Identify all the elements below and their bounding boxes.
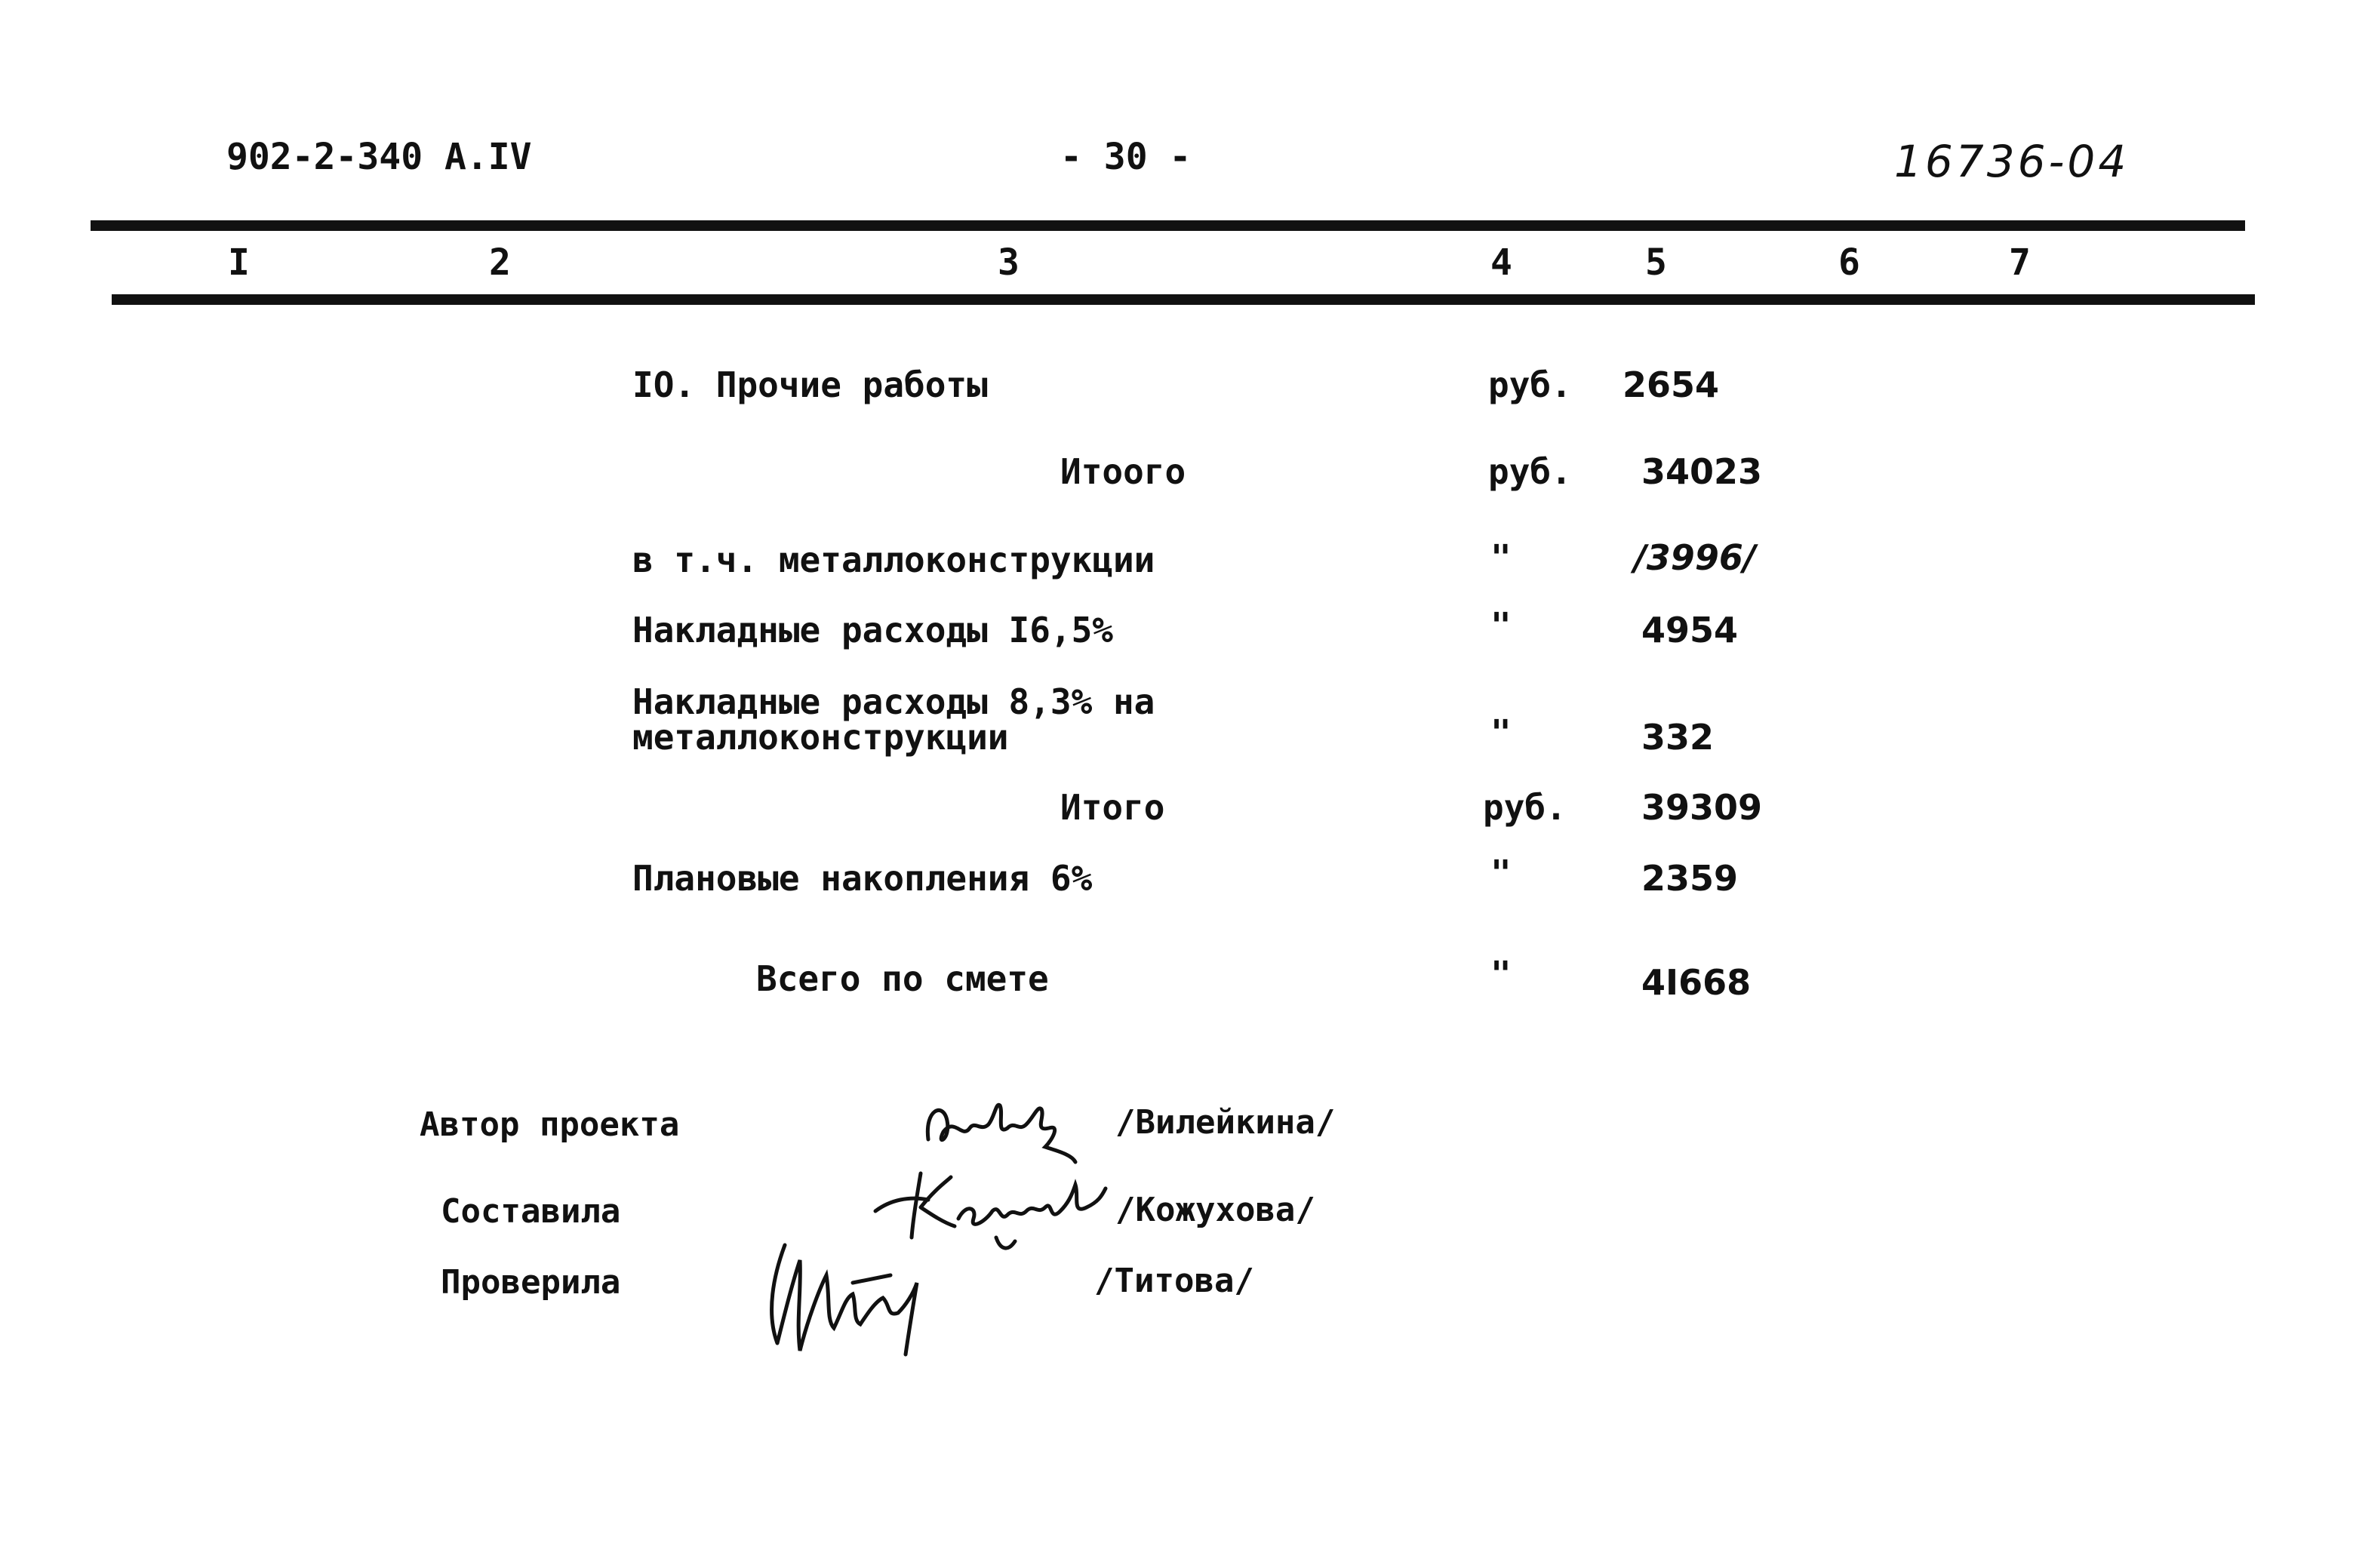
row-unit: " bbox=[1490, 605, 1512, 646]
row-label: в т.ч. металлоконструкции bbox=[632, 540, 1155, 580]
column-number-3: 3 bbox=[998, 241, 1020, 284]
handwritten-signature-checker bbox=[755, 1230, 951, 1358]
row-unit: " bbox=[1490, 712, 1512, 753]
page-number: - 30 - bbox=[1060, 136, 1192, 178]
row-unit: руб. bbox=[1483, 787, 1567, 828]
column-number-4: 4 bbox=[1490, 241, 1512, 284]
signature-name-author: /Вилейкина/ bbox=[1115, 1103, 1336, 1142]
row-value: 34023 bbox=[1641, 451, 1763, 492]
archive-number: 16736-04 bbox=[1894, 136, 2130, 187]
row-label: Накладные расходы 8,3% на bbox=[632, 681, 1155, 722]
row-label: IO. Прочие работы bbox=[632, 364, 988, 405]
row-value: 2654 bbox=[1622, 364, 1720, 405]
row-value: 39309 bbox=[1641, 787, 1763, 828]
row-value: 4I668 bbox=[1641, 962, 1752, 1003]
column-number-7: 7 bbox=[2009, 241, 2031, 284]
column-number-5: 5 bbox=[1645, 241, 1667, 284]
signature-name-checker: /Титова/ bbox=[1094, 1262, 1254, 1300]
header-rule-bottom bbox=[112, 294, 2255, 305]
row-label-continued: металлоконструкции bbox=[632, 717, 1009, 758]
row-unit: " bbox=[1490, 853, 1512, 893]
row-label: Итоого bbox=[1060, 451, 1186, 492]
column-number-2: 2 bbox=[489, 241, 511, 284]
column-number-1: I bbox=[228, 241, 250, 284]
row-label: Итого bbox=[1060, 787, 1165, 828]
header-rule-top bbox=[91, 220, 2245, 231]
row-value: 332 bbox=[1641, 717, 1715, 758]
document-code: 902-2-340 А.IV bbox=[226, 136, 532, 178]
signature-role-compiler: Составила bbox=[441, 1192, 621, 1231]
row-value: 2359 bbox=[1641, 858, 1739, 899]
row-value: 4954 bbox=[1641, 610, 1739, 650]
row-unit: " bbox=[1490, 954, 1512, 995]
row-unit: руб. bbox=[1488, 364, 1572, 405]
row-label: Накладные расходы I6,5% bbox=[632, 610, 1113, 650]
row-value: /3996/ bbox=[1634, 537, 1756, 578]
signature-name-compiler: /Кожухова/ bbox=[1115, 1191, 1315, 1229]
row-unit: руб. bbox=[1488, 451, 1572, 492]
signature-role-checker: Проверила bbox=[441, 1263, 621, 1302]
signature-role-author: Автор проекта bbox=[420, 1105, 680, 1144]
row-label: Плановые накопления 6% bbox=[632, 858, 1093, 899]
column-number-6: 6 bbox=[1838, 241, 1860, 284]
row-unit: " bbox=[1490, 537, 1512, 578]
row-label: Всего по смете bbox=[756, 958, 1049, 999]
handwritten-signature-author bbox=[921, 1087, 1087, 1170]
